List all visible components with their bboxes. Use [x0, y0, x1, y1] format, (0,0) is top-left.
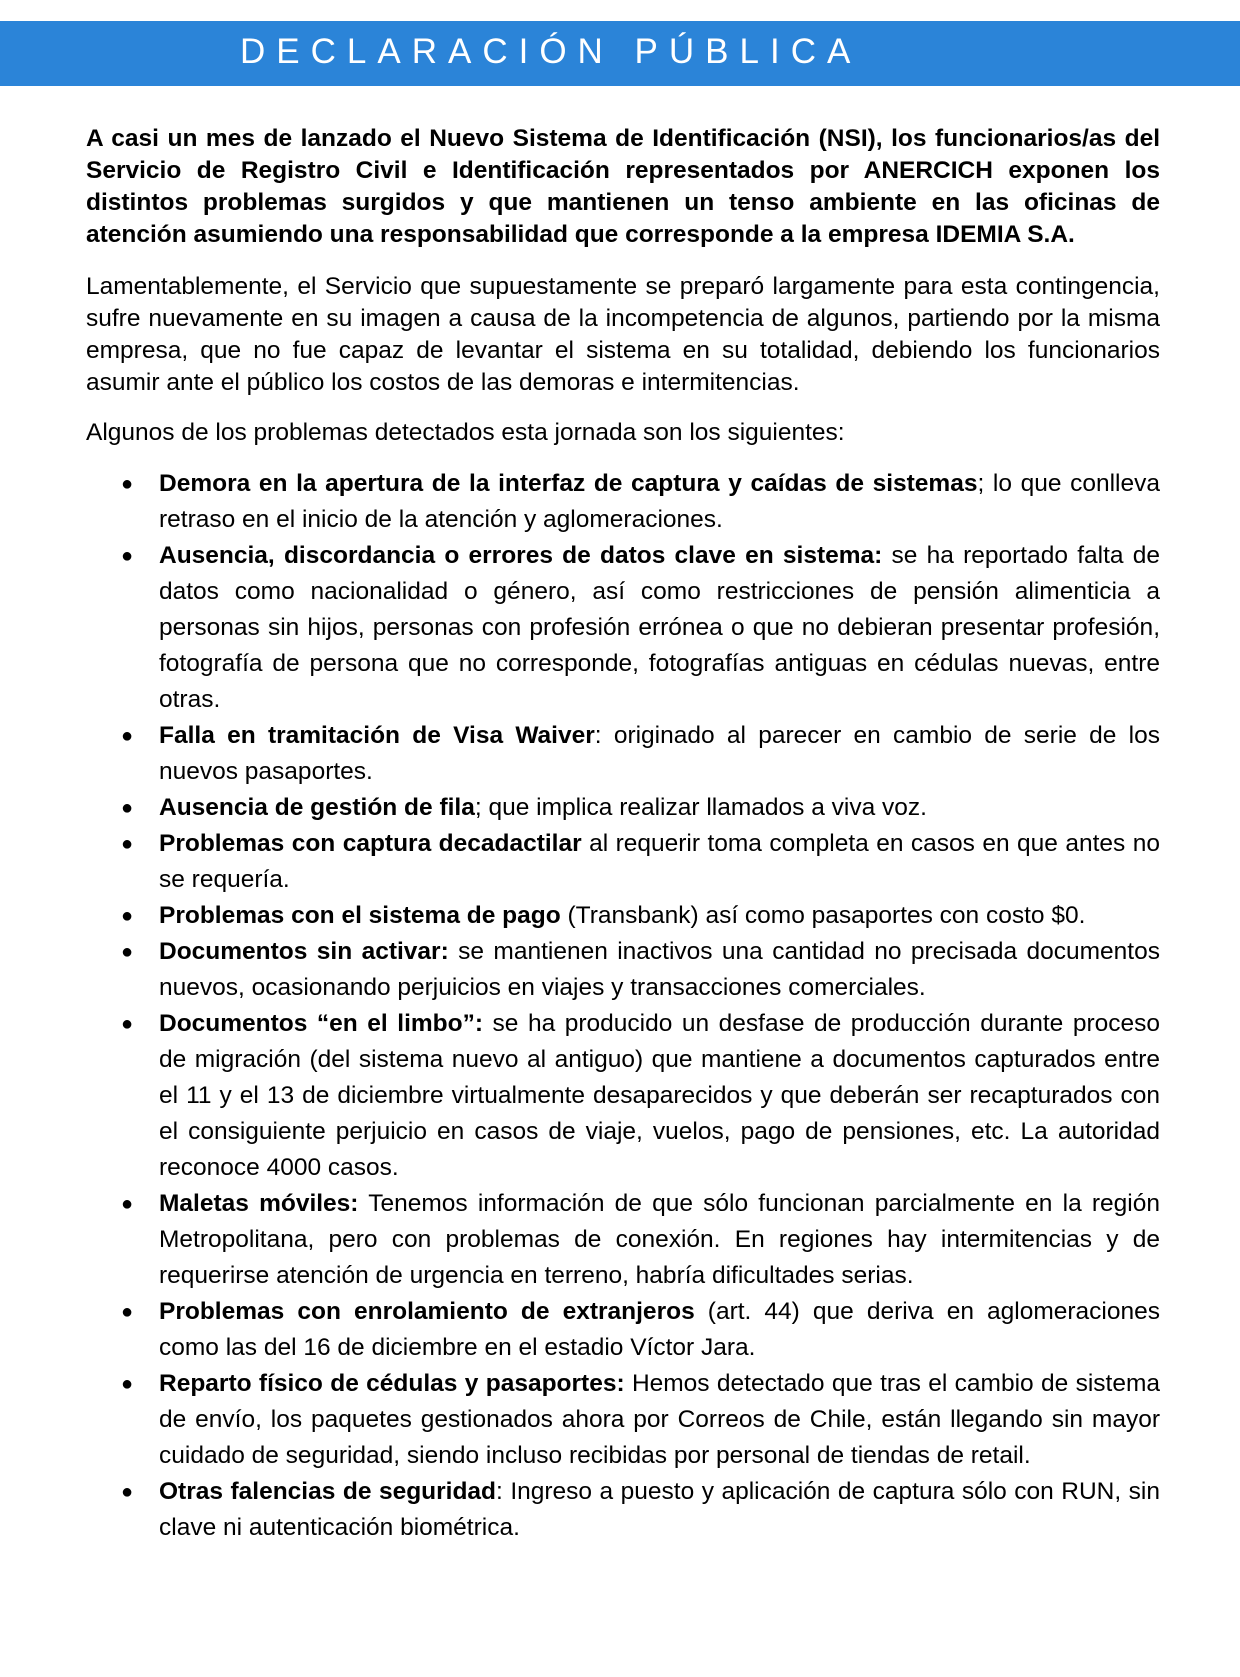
- bullet-icon: ●: [121, 1013, 134, 1035]
- bullet-icon: ●: [121, 833, 134, 855]
- list-item-text: (art. 44) que deriva en aglomeraciones como las del 16 de diciembre en el estadio Víctor Jara.: [159, 1298, 1160, 1361]
- bullet-icon: ●: [121, 1301, 134, 1323]
- list-item-text: Hemos detectado que tras el cambio de sistema de envío, los paquetes gestionados ahora por Correos de Chile, están llegando sin mayor cuidado de seguridad, siendo incluso recibidas por personal de tiendas de retail.: [159, 1370, 1160, 1469]
- list-item: [121, 1006, 1160, 1186]
- list-item-text: se ha producido un desfase de producción durante proceso de migración (del sistema nuevo al antiguo) que mantiene a documentos capturados entre el 11 y el 13 de diciembre virtualmente desaparecidos y que deberán ser recapturados con el consiguiente perjuicio en casos de viaje, vuelos, pago de pensiones, etc. La autoridad reconoce 4000 casos.: [159, 1010, 1160, 1181]
- list-item-title: Ausencia de gestión de fila: [159, 794, 475, 821]
- bullet-icon: ●: [121, 725, 134, 747]
- bullet-icon: ●: [121, 797, 134, 819]
- list-item: [121, 826, 1160, 898]
- list-item-text: ; lo que conlleva retraso en el inicio de la atención y aglomeraciones.: [159, 470, 1160, 533]
- list-intro: Algunos de los problemas detectados esta jornada son los siguientes:: [86, 419, 845, 446]
- document-body: [86, 123, 1160, 1546]
- list-item-title: Reparto físico de cédulas y pasaportes:: [159, 1370, 625, 1397]
- list-item-title: Ausencia, discordancia o errores de datos clave en sistema:: [159, 542, 883, 569]
- list-item-title: Problemas con enrolamiento de extranjeros: [159, 1298, 695, 1325]
- list-item-text: (Transbank) así como pasaportes con costo $0.: [560, 902, 1086, 929]
- list-item: [121, 718, 1160, 790]
- bullet-icon: ●: [121, 941, 134, 963]
- list-item-title: Problemas con el sistema de pago: [159, 902, 561, 929]
- header-bar: [0, 21, 1240, 86]
- list-item-text: : Ingreso a puesto y aplicación de captura sólo con RUN, sin clave ni autenticación biométrica.: [159, 1478, 1160, 1541]
- list-item: [121, 1366, 1160, 1474]
- list-item-text: se mantienen inactivos una cantidad no precisada documentos nuevos, ocasionando perjuicios en viajes y transacciones comerciales.: [159, 938, 1160, 1001]
- list-item-text: Tenemos información de que sólo funcionan parcialmente en la región Metropolitana, pero con problemas de conexión. En regiones hay intermitencias y de requerirse atención de urgencia en terreno, habría dificultades serias.: [159, 1190, 1160, 1289]
- bullet-icon: ●: [121, 1193, 134, 1215]
- bullet-icon: ●: [121, 1481, 134, 1503]
- bullet-icon: ●: [121, 473, 134, 495]
- intro-paragraph: A casi un mes de lanzado el Nuevo Sistema de Identificación (NSI), los funcionarios/as del Servicio de Registro Civil e Identificación representados por ANERCICH exponen los distintos problemas surgidos y que mantienen un tenso ambiente en las oficinas de atención asumiendo una responsabilidad que corresponde a la empresa IDEMIA S.A.: [86, 125, 1160, 248]
- list-item-title: Documentos sin activar:: [159, 938, 449, 965]
- list-item-title: Falla en tramitación de Visa Waiver: [159, 722, 595, 749]
- bullet-icon: ●: [121, 545, 134, 567]
- list-item-title: Problemas con captura decadactilar: [159, 830, 582, 857]
- list-item-title: Otras falencias de seguridad: [159, 1478, 497, 1505]
- list-item: [121, 1474, 1160, 1546]
- list-item-title: Documentos “en el limbo”:: [159, 1010, 483, 1037]
- bullet-icon: ●: [121, 905, 134, 927]
- list-item: [121, 538, 1160, 718]
- list-item: [121, 1294, 1160, 1366]
- list-item-text: al requerir toma completa en casos en que antes no se requería.: [159, 830, 1160, 893]
- list-item: [121, 466, 1160, 538]
- list-item: [121, 898, 1160, 934]
- list-item-text: : originado al parecer en cambio de serie de los nuevos pasaportes.: [159, 722, 1160, 785]
- issues-list: [86, 466, 1160, 1546]
- bullet-icon: ●: [121, 1373, 134, 1395]
- list-item: [121, 934, 1160, 1006]
- list-item-text: se ha reportado falta de datos como nacionalidad o género, así como restricciones de pensión alimenticia a personas sin hijos, personas con profesión errónea o que no debieran presentar profesión, fotografía de persona que no corresponde, fotografías antiguas en cédulas nuevas, entre otras.: [159, 542, 1160, 713]
- list-item-title: Demora en la apertura de la interfaz de captura y caídas de sistemas: [159, 470, 978, 497]
- list-item: [121, 790, 1160, 826]
- page-title: DECLARACIÓN PÚBLICA: [240, 32, 862, 71]
- list-item: [121, 1186, 1160, 1294]
- list-item-title: Maletas móviles:: [159, 1190, 359, 1217]
- list-item-text: ; que implica realizar llamados a viva voz.: [474, 794, 927, 821]
- body-paragraph: Lamentablemente, el Servicio que supuestamente se preparó largamente para esta contingencia, sufre nuevamente en su imagen a causa de la incompetencia de algunos, partiendo por la misma empresa, que no fue capaz de levantar el sistema en su totalidad, debiendo los funcionarios asumir ante el público los costos de las demoras e intermitencias.: [86, 273, 1160, 396]
